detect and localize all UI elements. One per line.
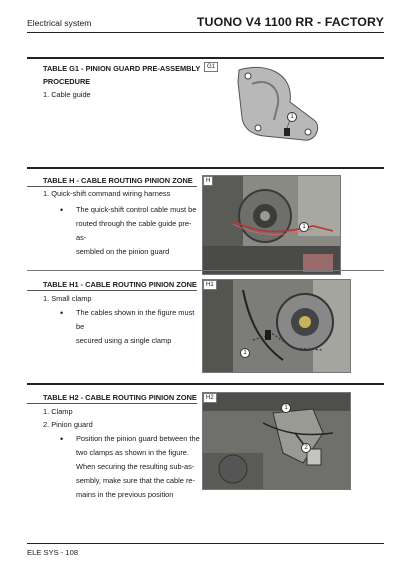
callout-h2-2: 2	[301, 443, 311, 453]
pinion-guard-drawing	[204, 62, 332, 160]
bullet-marker: •	[60, 308, 64, 318]
callout-h2-1: 1	[281, 403, 291, 413]
engine-pinion-photo-h1	[203, 280, 350, 372]
running-header-section: Electrical system	[27, 18, 92, 28]
section-h1-bullet: • The cables shown in the figure must be secured using a single clamp	[60, 308, 195, 345]
section-h2-bullet: • Position the pinion guard between the two clamps as shown in the figure. When securing the resulting sub-as- sembly, make sure that the cable re- mains in the previous position	[60, 434, 200, 499]
section-h1-title-rule	[27, 290, 197, 291]
section-h1-item-1: 1. Small clamp	[43, 294, 92, 303]
bullet-marker: •	[60, 205, 64, 215]
section-g1-top-rule	[27, 57, 384, 59]
section-h1-title: TABLE H1 - CABLE ROUTING PINION ZONE	[43, 280, 197, 289]
engine-pinion-photo-h	[203, 176, 340, 274]
section-h-bottom-rule	[27, 270, 384, 271]
section-h2-item-2: 2. Pinion guard	[43, 420, 93, 429]
figure-h1-label: H1	[203, 280, 217, 290]
figure-h	[202, 175, 341, 275]
section-h-bullet: • The quick-shift control cable must be routed through the cable guide pre-as- sembled on the pinion guard	[60, 205, 197, 256]
footer-rule	[27, 543, 384, 544]
figure-h2	[202, 392, 351, 490]
section-g1-item-1: 1. Cable guide	[43, 90, 91, 99]
header-rule	[27, 32, 384, 33]
callout-h1-1: 1	[240, 348, 250, 358]
figure-h-label: H	[203, 176, 213, 186]
figure-g1-label: G1	[204, 62, 218, 72]
page-number: ELE SYS - 108	[27, 548, 79, 557]
figure-g1	[204, 62, 332, 160]
engine-pinion-photo-h2	[203, 393, 350, 489]
figure-h1	[202, 279, 351, 373]
bullet-marker: •	[60, 434, 64, 444]
running-header-model: TUONO V4 1100 RR - FACTORY	[196, 15, 384, 29]
section-h-item-1: 1. Quick-shift command wiring harness	[43, 189, 171, 198]
section-h2-title-rule	[27, 403, 197, 404]
section-h2-item-1: 1. Clamp	[43, 407, 73, 416]
section-h-title: TABLE H - CABLE ROUTING PINION ZONE	[43, 176, 193, 185]
section-h2-title: TABLE H2 - CABLE ROUTING PINION ZONE	[43, 393, 197, 402]
callout-h-1: 1	[299, 222, 309, 232]
figure-h2-label: H2	[203, 393, 217, 403]
section-g1-bottom-rule	[27, 167, 384, 169]
section-h1-bottom-rule	[27, 383, 384, 385]
section-g1-title: TABLE G1 - PINION GUARD PRE-ASSEMBLY PROCEDURE	[43, 64, 201, 86]
callout-g1-1: 1	[287, 112, 297, 122]
